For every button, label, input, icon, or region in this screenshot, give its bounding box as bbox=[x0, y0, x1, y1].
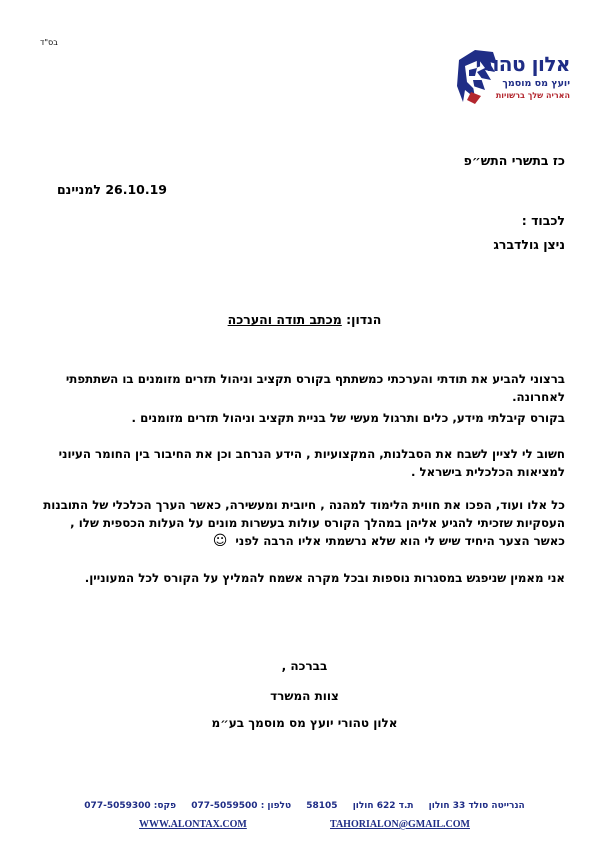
logo-tagline: האריה שלך ברשויות bbox=[495, 91, 570, 100]
company-logo bbox=[455, 46, 570, 118]
footer-fax: פקס: 077-5059300 bbox=[84, 801, 177, 811]
footer-contact bbox=[0, 801, 609, 811]
logo-name: אלון טהורי bbox=[475, 52, 570, 76]
footer-address: הנרייטה סולד 33 חולון bbox=[428, 801, 525, 811]
website-link[interactable]: WWW.ALONTAX.COM bbox=[139, 819, 247, 830]
paragraph-2: בקורס קיבלתי מידע, כלים ותרגול מעשי של בניית תקציב וניהול תזרים מזומנים . bbox=[131, 411, 565, 425]
paragraph-4-text: כל אלו ועוד, הפכו את חווית הלימוד למהנה , חיובית ומעשירה, כאשר הערך הכלכלי של התובנות העסקיות שזכיתי להגיע אליהן במהלך הקורס עולות בעשרות מונים על העלות הכספית שלו , כאשר הצער היחיד שיש לי הוא שלא נרשמתי אליו הרבה לפני bbox=[43, 498, 565, 548]
logo-subtitle: יועץ מס מוסמך bbox=[502, 78, 570, 89]
signature-team: צוות המשרד bbox=[270, 689, 339, 703]
smiley-icon: ☺ bbox=[212, 533, 228, 549]
signature-firm: אלון טהורי יועץ מס מוסמך בע״מ bbox=[211, 716, 398, 730]
subject-line bbox=[0, 312, 609, 327]
recipient-label: לכבוד : bbox=[521, 213, 565, 228]
signature-greeting: בברכה , bbox=[281, 659, 328, 673]
paragraph-3: חשוב לי לציין לשבח את הסבלנות, המקצועיות , הידע הנרחב וכן את החיבור בין החומר העיוני למציאות הכלכלית בישראל . bbox=[58, 447, 565, 479]
paragraph-5: אני מאמין שניפגש במסגרות נוספות ובכל מקרה אשמח להמליץ על הקורס לכל המעוניין. bbox=[84, 571, 565, 585]
bsd-header: בס"ד bbox=[40, 38, 58, 47]
footer-links bbox=[0, 819, 609, 830]
paragraph-4 bbox=[36, 496, 565, 550]
subject-prefix: הנדון: bbox=[346, 312, 382, 327]
footer-pobox: ת.ד 622 חולון bbox=[352, 801, 414, 811]
footer-zip: 58105 bbox=[306, 801, 338, 811]
gregorian-date: 26.10.19 למניינם bbox=[56, 182, 167, 197]
email-link[interactable]: TAHORIALON@GMAIL.COM bbox=[330, 819, 470, 830]
subject-text: מכתב תודה והערכה bbox=[227, 312, 342, 327]
footer-phone: טלפון : 077-5059500 bbox=[191, 801, 292, 811]
hebrew-date: כז בתשרי התש״פ bbox=[463, 153, 565, 168]
recipient-name: ניצן גולדברג bbox=[493, 237, 565, 252]
paragraph-1: ברצוני להביע את תודתי והערכתי כמשתתף בקורס תקציב וניהול תזרים מזומנים בו השתתפתי לאחרונה. bbox=[65, 372, 565, 404]
